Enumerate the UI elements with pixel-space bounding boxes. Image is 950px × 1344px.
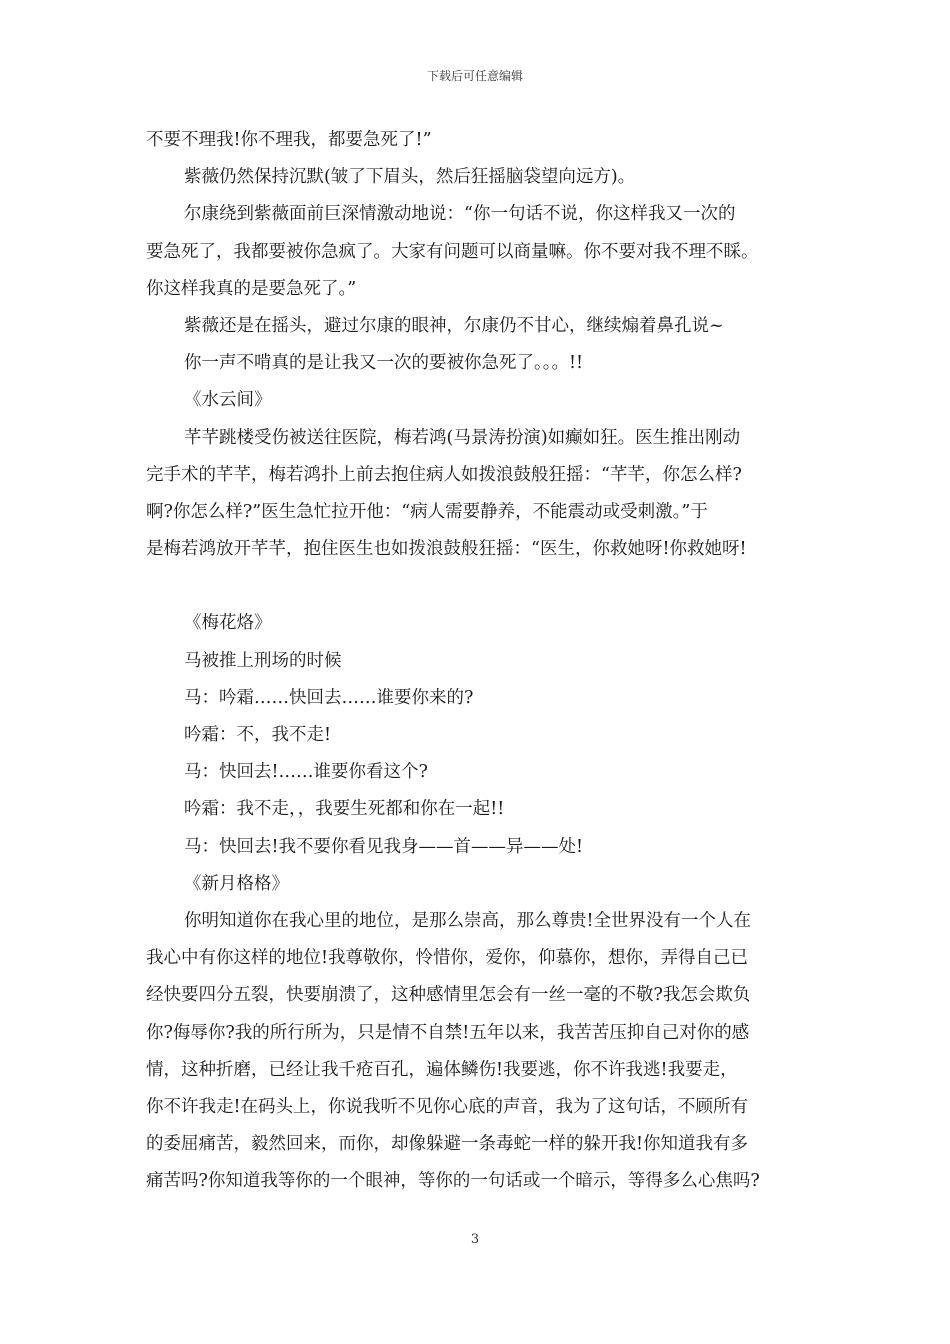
- text-line: 痛苦吗?你知道我等你的一个眼神，等你的一句话或一个暗示，等得多么心焦吗?: [146, 1171, 760, 1192]
- text-line: 不要不理我!你不理我，都要急死了!”: [146, 130, 432, 150]
- text-line: 我心中有你这样的地位!我尊敬你，怜惜你，爱你，仰慕你，想你，弄得自己已: [146, 948, 749, 969]
- text-line: 的委屈痛苦，毅然回来，而你，却像躲避一条毒蛇一样的躲开我!你知道我有多: [146, 1134, 749, 1155]
- dialogue-line: 马：快回去!……谁要你看这个?: [184, 762, 428, 783]
- text-line: 啊?你怎么样?”医生急忙拉开他：“病人需要静养，不能震动或受刺激。”于: [146, 502, 708, 523]
- text-line: 完手术的芊芊，梅若鸿扑上前去抱住病人如拨浪鼓般狂摇：“芊芊，你怎么样?: [146, 464, 742, 485]
- text-line: 你明知道你在我心里的地位，是那么崇高，那么尊贵!全世界没有一个人在: [184, 911, 752, 932]
- text-line: 你一声不啃真的是让我又一次的要被你急死了。。。!!: [184, 353, 584, 374]
- text-line: 情，这种折磨，已经让我千疮百孔，遍体鳞伤!我要逃，你不许我逃!我要走，: [146, 1059, 738, 1080]
- dialogue-line: 马：快回去!我不要你看见我身——首——异——处!: [184, 836, 584, 857]
- text-line: 经快要四分五裂，快要崩溃了，这种感情里怎会有一丝一毫的不敬?我怎会欺负: [146, 985, 751, 1006]
- page-header: 下载后可任意编辑: [426, 69, 523, 83]
- document-body: [146, 122, 822, 1201]
- text-line: 紫薇还是在摇头，避过尔康的眼神，尔康仍不甘心，继续煽着鼻孔说~: [184, 316, 724, 337]
- page-number: 3: [470, 1232, 480, 1247]
- section-title: 《新月格格》: [184, 873, 289, 894]
- text-line: 紫薇仍然保持沉默(皱了下眉头，然后狂摇脑袋望向远方)。: [184, 167, 636, 188]
- text-line: 马被推上刑场的时候: [184, 650, 342, 671]
- text-line: 是梅若鸿放开芊芊，抱住医生也如拨浪鼓般狂摇：“医生，你救她呀!你救她呀!: [146, 539, 747, 560]
- text-line: 尔康绕到紫薇面前巨深情激动地说：“你一句话不说，你这样我又一次的: [184, 204, 736, 225]
- text-line: 芊芊跳楼受伤被送往医院，梅若鸿(马景涛扮演)如癫如狂。医生推出刚动: [184, 427, 741, 448]
- text-line: 你不许我走!在码头上，你说我听不见你心底的声音，我为了这句话，不顾所有: [146, 1097, 749, 1118]
- paragraph-gap: [146, 568, 822, 605]
- text-line: 要急死了，我都要被你急疯了。大家有问题可以商量嘛。你不要对我不理不睬。: [146, 241, 759, 262]
- section-title: 《水云间》: [184, 390, 272, 411]
- dialogue-line: 吟霜：不，我不走!: [184, 725, 332, 746]
- section-title: 《梅花烙》: [184, 613, 272, 634]
- text-line: 你?侮辱你?我的所行所为，只是情不自禁!五年以来，我苦苦压抑自己对你的感: [146, 1022, 750, 1043]
- text-line: 你这样我真的是要急死了。”: [146, 278, 357, 299]
- dialogue-line: 马：吟霜……快回去……谁要你来的?: [184, 687, 474, 708]
- dialogue-line: 吟霜：我不走，，我要生死都和你在一起!!: [184, 799, 505, 820]
